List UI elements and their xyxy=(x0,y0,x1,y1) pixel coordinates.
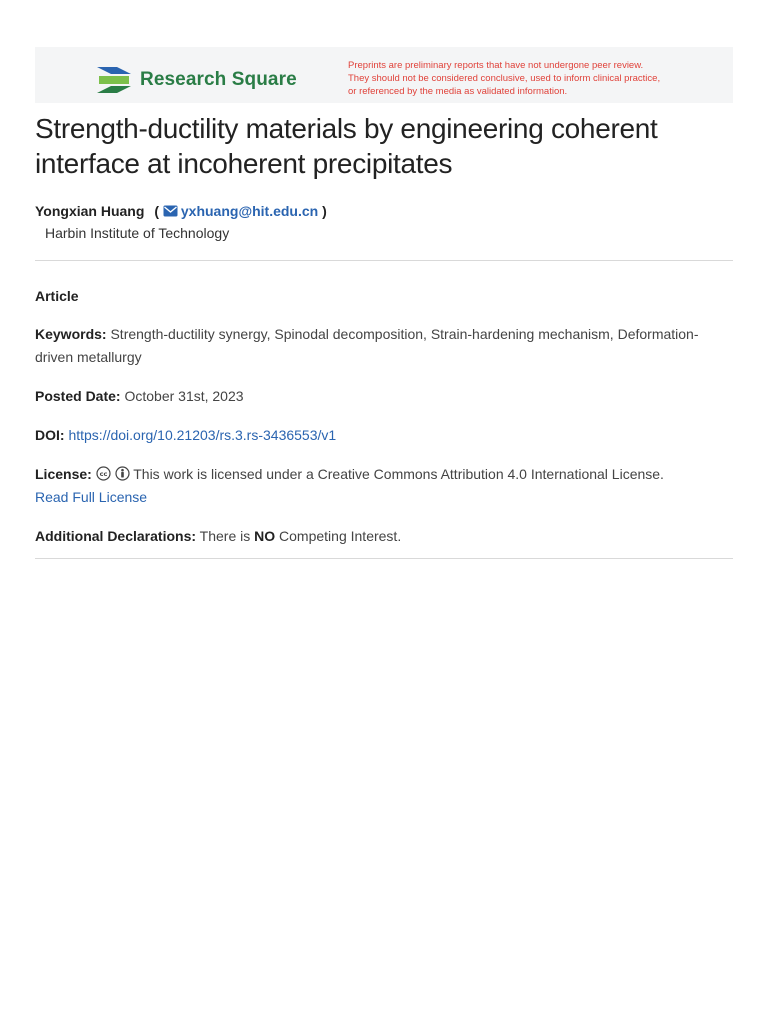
declarations-post: Competing Interest. xyxy=(279,528,402,544)
preprint-banner xyxy=(35,47,733,103)
paper-title: Strength-ductility materials by engineering coherent interface at incoherent precipitates xyxy=(35,113,658,179)
preprint-notice xyxy=(348,59,708,98)
divider-bottom xyxy=(35,558,733,559)
license-text: This work is licensed under a Creative Commons Attribution 4.0 International License. xyxy=(133,466,664,482)
declarations-label: Additional Declarations: xyxy=(35,528,197,544)
article-type-label: Article xyxy=(35,288,79,304)
posted-date-label: Posted Date: xyxy=(35,388,121,404)
article-type xyxy=(35,285,715,308)
by-icon xyxy=(115,466,130,481)
doi-link[interactable]: https://doi.org/10.21203/rs.3.rs-3436553/v1 xyxy=(68,427,337,443)
close-paren: ) xyxy=(322,203,327,219)
keywords-value: Strength-ductility synergy, Spinodal decomposition, Strain-hardening mechanism, Deformation-driven metallurgy xyxy=(35,326,699,365)
svg-text:cc: cc xyxy=(99,470,108,478)
notice-line: Preprints are preliminary reports that have not undergone peer review. xyxy=(348,60,644,71)
posted-date-value: October 31st, 2023 xyxy=(124,388,244,404)
keywords-label: Keywords: xyxy=(35,326,107,342)
license-label: License: xyxy=(35,466,92,482)
posted-date xyxy=(35,385,715,408)
additional-declarations xyxy=(35,525,715,548)
license xyxy=(35,463,715,508)
author-email: yxhuang@hit.edu.cn xyxy=(180,203,319,219)
cc-icon xyxy=(96,466,111,481)
notice-line: or referenced by the media as validated information. xyxy=(348,86,568,97)
doi xyxy=(35,424,715,447)
author-line xyxy=(35,203,327,219)
declarations-pre: There is xyxy=(199,528,251,544)
notice-line: They should not be considered conclusive, used to inform clinical practice, xyxy=(348,73,661,84)
doi-label: DOI: xyxy=(35,427,65,443)
author-name: Yongxian Huang xyxy=(35,203,145,219)
declarations-bold: NO xyxy=(254,528,276,544)
read-full-license-link[interactable]: Read Full License xyxy=(35,488,148,505)
research-square-logo-icon xyxy=(95,65,133,95)
author-affiliation: Harbin Institute of Technology xyxy=(45,225,230,241)
divider-top xyxy=(35,260,733,261)
author-email-link[interactable] xyxy=(163,203,322,219)
logo-text: Research Square xyxy=(140,69,297,90)
open-paren: ( xyxy=(154,203,159,219)
envelope-icon xyxy=(163,205,178,217)
keywords xyxy=(35,323,715,368)
research-square-logo[interactable] xyxy=(95,65,297,95)
